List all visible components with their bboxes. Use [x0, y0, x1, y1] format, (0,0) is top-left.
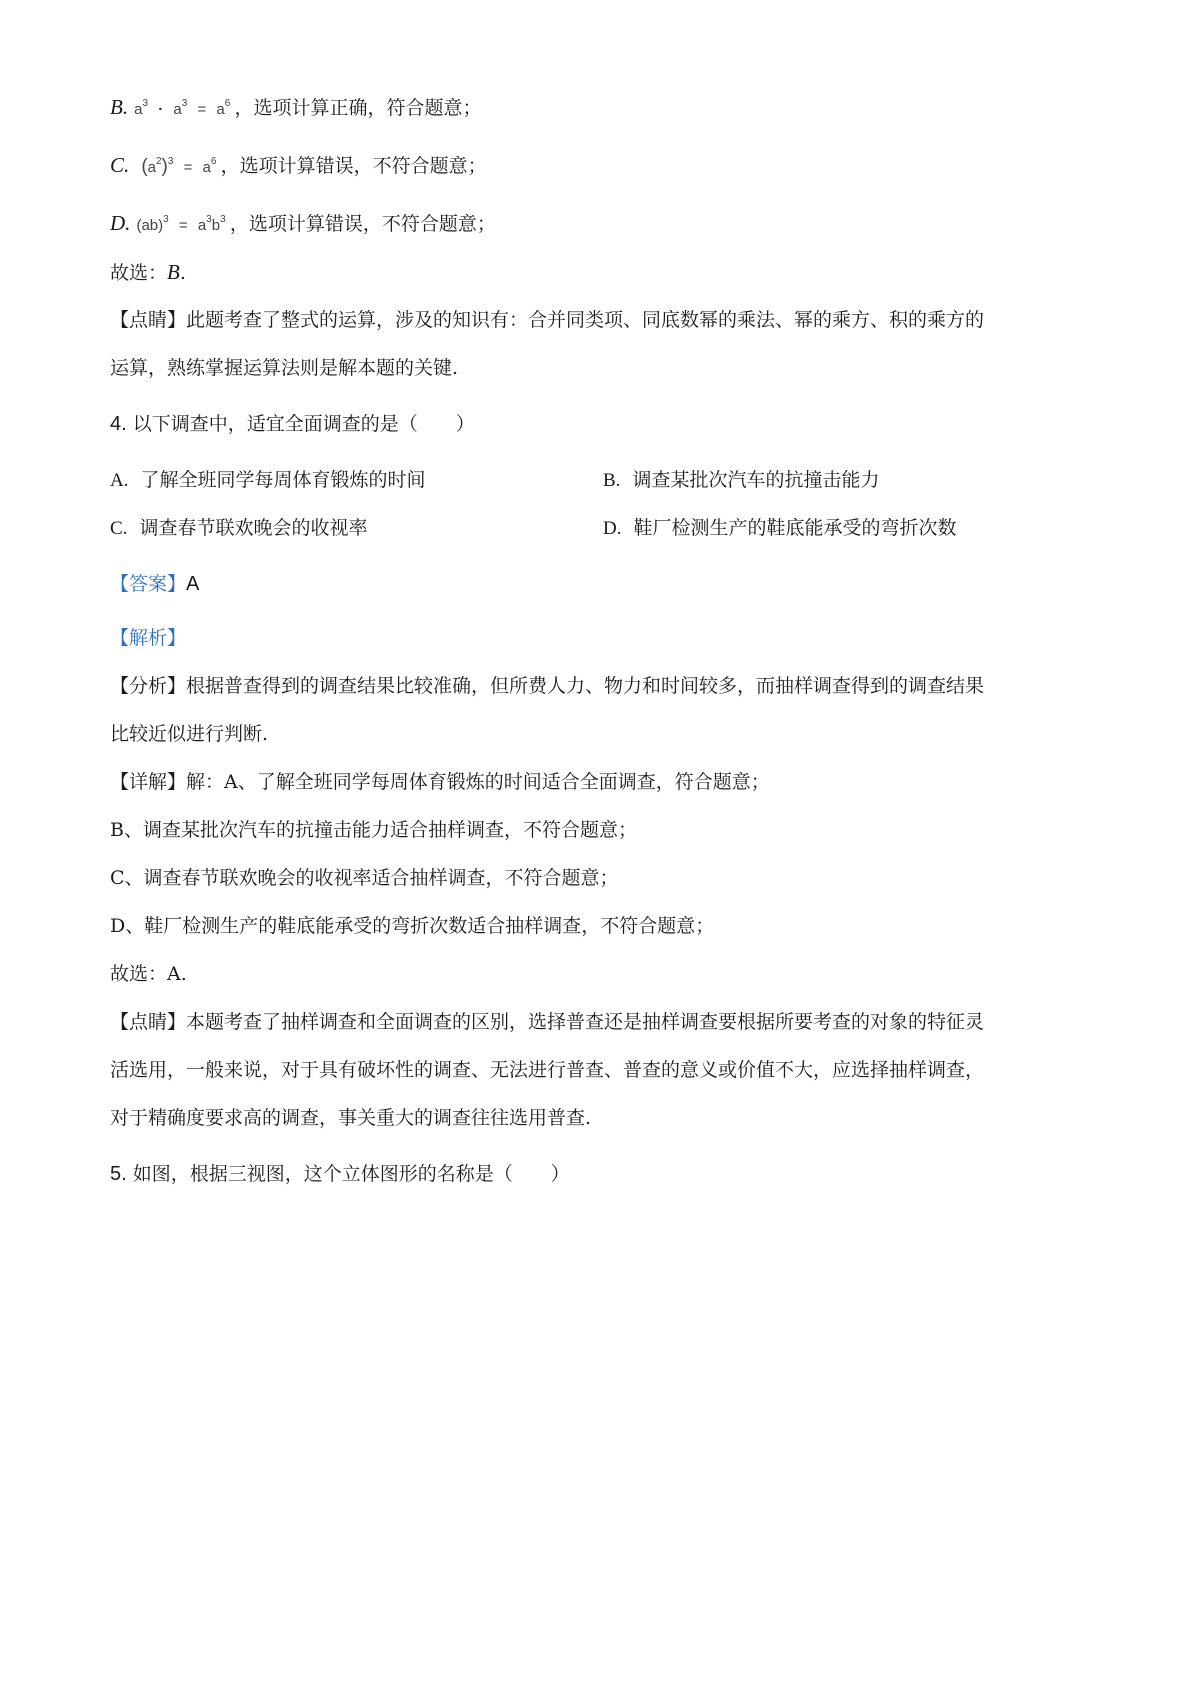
question-4-option-a: A. 了解全班同学每周体育锻炼的时间	[110, 469, 426, 491]
prev-comment-line-1: 【点睛】此题考查了整式的运算，涉及的知识有：合并同类项、同底数幂的乘法、幂的乘方、积的乘方的	[110, 309, 985, 331]
question-4-stem	[110, 410, 475, 438]
comment-line-2: 活选用，一般来说，对于具有破坏性的调查、无法进行普查、普查的意义或价值不大，应选择抽样调查，	[110, 1059, 985, 1081]
detail-line-1: 【详解】解：A、了解全班同学每周体育锻炼的时间适合全面调查，符合题意；	[110, 771, 770, 793]
detail-line-2: B、调查某批次汽车的抗撞击能力适合抽样调查，不符合题意；	[110, 819, 637, 841]
question-4-option-b: B. 调查某批次汽车的抗撞击能力	[603, 469, 880, 491]
comment-line-1: 【点睛】本题考查了抽样调查和全面调查的区别，选择普查还是抽样调查要根据所要考查的对象的特征灵	[110, 1011, 985, 1033]
question-5-text: 如图，根据三视图，这个立体图形的名称是（ ）	[132, 1163, 570, 1185]
question-5-number: 5.	[110, 1163, 127, 1185]
option-d-text: ，选项计算错误，不符合题意；	[229, 213, 496, 235]
detail-line-4: D、鞋厂检测生产的鞋底能承受的弯折次数适合抽样调查，不符合题意；	[110, 915, 715, 937]
option-c-label: C.	[110, 153, 130, 177]
question-4-text: 以下调查中，适宜全面调查的是（ ）	[132, 413, 475, 435]
option-b-solution	[110, 92, 481, 124]
answer-value: A	[186, 573, 200, 595]
option-d-label: D.	[110, 211, 131, 235]
analysis-line-1: 【分析】根据普查得到的调查结果比较准确，但所费人力、物力和时间较多，而抽样调查得到的调查结果	[110, 675, 985, 697]
option-c-formula: $(a^2)^3 = a^6$	[141, 156, 217, 177]
option-c-text: ，选项计算错误，不符合题意；	[220, 155, 487, 177]
question-4-choice: 故选：A.	[110, 963, 187, 985]
prev-choice: 故选：B.	[110, 260, 186, 284]
option-b-formula: $a^3 \cdot a^3 = a^6$	[134, 98, 231, 118]
detail-line-3: C、调查春节联欢晚会的收视率适合抽样调查，不符合题意；	[110, 867, 619, 889]
question-5-stem	[110, 1160, 570, 1188]
comment-line-3: 对于精确度要求高的调查，事关重大的调查往往选用普查.	[110, 1107, 592, 1129]
question-4-number: 4.	[110, 413, 127, 435]
analysis-tag: 【解析】	[110, 627, 187, 649]
option-c-solution	[110, 150, 487, 182]
option-d-formula: $(ab)^3 = a^3b^3$	[136, 214, 226, 234]
prev-comment-line-2: 运算，熟练掌握运算法则是解本题的关键.	[110, 357, 459, 379]
analysis-line-2: 比较近似进行判断.	[110, 723, 269, 745]
option-b-text: ，选项计算正确，符合题意；	[234, 97, 482, 119]
question-4-option-d: D. 鞋厂检测生产的鞋底能承受的弯折次数	[603, 517, 957, 539]
answer-tag: 【答案】	[110, 573, 187, 595]
question-4-answer	[110, 570, 199, 598]
option-d-solution	[110, 208, 496, 240]
option-b-label: B.	[110, 95, 129, 119]
question-4-option-c: C. 调查春节联欢晚会的收视率	[110, 517, 368, 539]
